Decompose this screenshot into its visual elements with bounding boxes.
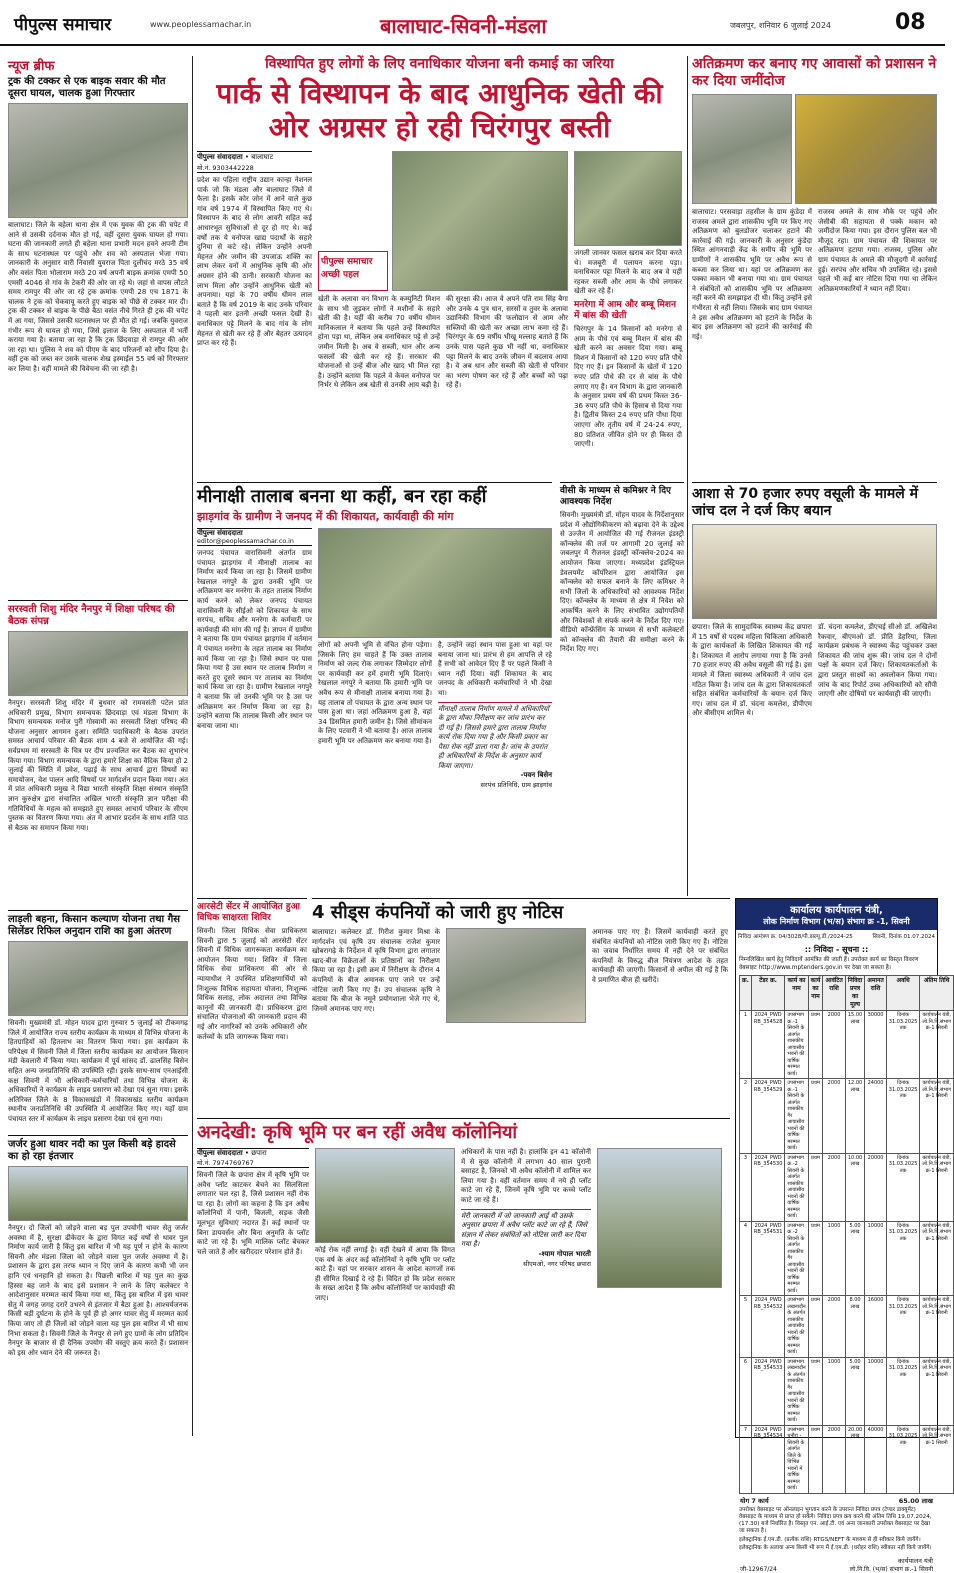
tender-cell: 5 xyxy=(740,1296,752,1358)
tender-cell: 2024_PWD RB_354528 xyxy=(751,1011,785,1079)
tender-cell: उपसंभाग लखनादौन के अंतर्गत शासकीय आवासीय भवनों की वार्षिक मरम्मत कार्य। xyxy=(785,1296,808,1358)
tender-cell: 5.00 लाख xyxy=(845,1357,865,1425)
colony-story: अनदेखी: कृषि भूमि पर बन रहीं अवैध कॉलोनियां पीपुल्स संवाददाता • छपारा मो.नं. 7974769767 सिवनी जिले के छपारा क्षेत्र में कृषि भूमि पर अवैध प्लॉट काटकर बेचने का सिलसिला लगातार चल रहा है, जिसे प्रशासन नहीं रोक पा रहा है। लोगों का कहना है कि इन अवैध कॉलोनियों में पानी, बिजली, सड़क जैसी मूलभूत सुविधाएं नदारत हैं। कई स्थानों पर बिना डायवर्सन और बिना अनुमति के प्लॉट काटे जा रहे हैं। भूमि मालिक प्लॉट बेचकर चले जाते हैं और खरीददार परेशान होते हैं। कोई रोक नहीं लगाई है। वहीं देखने में आया कि विगत एक वर्ष के अंदर कई कॉलोनियों ने कृषि भूमि पर प्लॉट काटे हैं। यहां पर सरकार शासन के आदेश कागजों तक ही सीमित दिखाई दे रहे हैं। विदित हो कि प्रदेश सरकार के सख्त आदेश हैं कि अवैध कॉलोनियों पर कार्यवाही की जाए। अधिकारों के पास नहीं है। हालांकि इन 41 कॉलोनी में से कुछ कॉलोनी में लगभग 40 साल पुरानी बसाहट है, जिनको भी अवैध कॉलोनी में शामिल कर लिया गया है। वहीं वर्तमान समय में नये ही प्लॉट काटे जा रहे हैं, जिनमें कृषि भूमि पर कच्चे प्लॉट काटे जा रहे हैं। मेरी जानकारी में जो जानकारी आई थी उसके अनुसार छपारा में अवैध प्लॉट काटे जा रहे हैं, जिसे संज्ञान में लेकर संबंधितों को नोटिस जारी कर दिया गया है। -श्याम गोपाल भारती सीएमओ, नगर परिषद छपारा xyxy=(197,1118,730,1438)
lead-kicker: विस्थापित हुए लोगों के लिए वनाधिकार योजना बनी कमाई का जरिया xyxy=(265,56,614,72)
seeds-body: बालाघाट। कलेक्टर डॉ. गिरीश कुमार मिश्रा के मार्गदर्शन एवं कृषि उप संचालक राजेश कुमार खोबरागढ़े के निर्देशन में कृषि विभाग द्वारा लगातार खाद-बीज विक्रेताओं के प्रतिष्ठानों का निरीक्षण किया जा रहा है। इसी क्रम में निरीक्षण के दौरान 4 कंपनियों के बीज अमानक पाए जाने पर उन्हें नोटिस जारी किए गए हैं। उप संचालक कृषि ने बताया कि बीज के नमूने प्रयोगशाला भेजे गए थे, जिनमें अमानक पाए गए। xyxy=(312,928,440,1013)
page-number: 08 xyxy=(895,10,926,35)
tender-header xyxy=(736,899,937,930)
tender-footer-1: उपरोक्त वेबसाइट पर ऑनलाइन भुगतान करने के उपरान्त निविदा प्रपत्र (टेण्डर डाक्यूमेंट) वेबसाइट के माध्यम से प्राप्त हो सकेंगे। निविदा प्रपत्र क्रय करने की अंतिम तिथि 19.07.2024, (17.30) बजे निर्धारित है। विस्तृत एन. आई.टी. एवं अन्य जानकारी उपरोक्त वेबसाइट पर देखा जा सकता है। xyxy=(739,1506,932,1535)
tender-title: :: निविदा - सूचना :: xyxy=(804,945,869,954)
tender-cell: 2 xyxy=(740,1079,752,1154)
ladli-story xyxy=(8,910,188,1130)
tender-cell: दिनांक 31.03.2025 तक xyxy=(886,1079,920,1154)
tender-cell: कार्यपालन यंत्री, लो.नि.वि.संभाग क्र-1 सिवनी xyxy=(920,1425,954,1493)
tender-ref: निविदा आमंत्रण क्र. 04/3028/पी.डब्ल्यू.डी./2024-25 xyxy=(738,934,853,940)
tender-cell: 2000 xyxy=(823,1011,845,1079)
tender-office-2: लोक निर्माण विभाग (भ/स) संभाग क्र -1, सिवनी xyxy=(763,917,910,926)
tender-header-cell: कार्य का नाम xyxy=(808,976,823,1011)
lead-body-2: खेती के अलावा वन विभाग के कम्युनिटी मिशन के साथ भी जुड़कर लोगों ने मशीनों के सहारे खेती की है। यहीं की करीब 70 वर्षीय धीमन मानिकलाल ने बताया कि पहले उन्हें विस्थापित होना पड़ा था, लेकिन अब वनाधिकार पट्टे से उन्हें जमीन मिली है। अब वे सब्जी, धान और अन्य फसलों की खेती कर रहे हैं। सरकार की योजनाओं से उन्हें बीज और खाद भी मिल रहा है। उन्होंने बताया कि पहले वे केवल वनोपज पर निर्भर थे लेकिन अब खेती से उनकी आय बढ़ी है। xyxy=(318,295,440,390)
tender-cell: 1 xyxy=(740,1011,752,1079)
tender-cell: 2000 xyxy=(823,1153,845,1221)
farmer-photo xyxy=(392,151,568,291)
tender-cell: 2024_PWD RB_354532 xyxy=(751,1296,785,1358)
lead-subbody: चिरंगपुर के 14 किसानों को मनरेगा से आम के पौधे एवं बम्बू मिशन में बांस की खेती करने का अवसर दिया गया। बम्बू मिशन में किसानों को 120 रुपए प्रति पौधे दिए गए हैं। इन किसानों के खेतों में 120 रुपए प्रति पौधे की दर से बांस के पौधे लगाए गए हैं। वन विभाग के द्वारा जानकारी के अनुसार प्रथम वर्ष की प्रथम किस्त 36-36 रुपए प्रति पौधे के हिसाब से दिया गया है। द्वितीय किस्त 24 रुपए प्रति पौधा दिया जाएगा और तृतीय वर्ष में 24-24 रुपए, 80 प्रतिशत जीवित होने पर ही किस्त दी जाएगी। xyxy=(574,324,682,449)
news-brief-label: न्यूज ब्रीफ xyxy=(8,59,55,74)
tender-header-cell: अंतिम तिथि xyxy=(920,976,954,1011)
tender-cell: कार्यपालन यंत्री, लो.नि.वि.संभाग क्र-1 सिवनी xyxy=(920,1011,954,1079)
colony-sign-role: सीएमओ, नगर परिषद छपारा xyxy=(523,1259,591,1268)
vc-body: सिवनी। मुख्यमंत्री डॉ. मोहन यादव के निर्देशानुसार प्रदेश में औद्योगिकीकरण को बढ़ावा देने के उद्देश्य से उज्जैन में आयोजित की गई रीजनल इंडस्ट्री कॉन्क्लेव की तर्ज पर आगामी 20 जुलाई को जबलपुर में रीजनल इंडस्ट्री कॉन्क्लेव-2024 का आयोजन किया जाएगा। मध्यप्रदेश इंडस्ट्रियल डेवलपमेंट कॉर्पोरेशन द्वारा आयोजित इस कॉन्क्लेव को सफल बनाने के लिए कमिश्नर ने सभी जिलों के अधिकारियों को आवश्यक निर्देश दिए। कॉन्क्लेव के माध्यम से क्षेत्र में निवेश को आकर्षित करने के लिए संभावित उद्योगपतियों और निवेशकों से संपर्क करने के निर्देश दिए गए। वीडियो कॉन्फ्रेंसिंग के माध्यम से सभी कलेक्टरों को कॉन्क्लेव की तैयारी की समीक्षा करने के निर्देश दिए गए। xyxy=(560,511,684,654)
tender-cell: 2000 xyxy=(823,1296,845,1358)
tender-row xyxy=(740,1357,954,1425)
colony-sign: -श्याम गोपाल भारती xyxy=(538,1249,591,1258)
seeds-body-2: अमानक पाए गए हैं। जिसमें कार्यवाही करते हुए संबंधित कंपनियों को नोटिस जारी किए गए हैं। नोटिस का जवाब निर्धारित समय में नहीं देने पर संबंधित कंपनियों के विरुद्ध बीज नियंत्रण आदेश के तहत कार्यवाही की जाएगी। किसानों से अपील की गई है कि वे प्रमाणित बीज ही खरीदें। xyxy=(592,928,728,984)
lead-byline: पीपुल्स संवाददाता xyxy=(197,153,243,161)
masthead-logo: पीपुल्स समाचार xyxy=(14,15,112,35)
asha-body-2: डॉ. चंदना कमलेश, डीएचई सीओ डॉ. अखिलेश रैकवार, बीएमओ डॉ. प्रीति डेहरिया, जिला कार्यक्रम प्रबंधक ने स्वास्थ्य केंद्र पहुंचकर उक्त शिकायत की जांच शुरू की। जांच दल ने दोनों पक्षों के बयान दर्ज किए। शिकायतकर्ताओं के द्वारा प्रस्तुत साक्ष्यों का अवलोकन किया गया। जांच के बाद रिपोर्ट उच्च अधिकारियों को सौंपी जाएगी और दोषियों पर कार्यवाही की जाएगी। xyxy=(818,623,937,699)
encroach-story xyxy=(692,56,937,476)
tender-office-1: कार्यालय कार्यपालन यंत्री, xyxy=(790,905,883,916)
tender-cell: 10.00 लाख xyxy=(845,1153,865,1221)
tender-cell: 8.00 लाख xyxy=(845,1296,865,1358)
tender-cell: 4 xyxy=(740,1221,752,1296)
masthead-date: जबलपुर, शनिवार 6 जुलाई 2024 xyxy=(730,21,832,30)
colony-photo xyxy=(315,1148,455,1243)
tender-cell: 2024_PWD RB_354534 xyxy=(751,1425,785,1493)
talab-body-1: जनपद पंचायत वारासिवनी अंतर्गत ग्राम पंचायत झाड़गांव में मीनाक्षी तालाब का निर्माण कार्य किया जा रहा है। जिसमें ग्रामीण रेखलाल नगपुरे के द्वारा उनकी भूमि पर अतिक्रमण कर मनरेगा के तहत तालाब निर्माण कार्य करने को लेकर जनपद पंचायत वारासिवनी के सीईओ को शिकायत के साथ सरपंच, सचिव और मनरेगा के कर्मचारी पर कार्यवाही की मांग की गई है। ज्ञापन में ग्रामीण ने बताया कि ग्राम पंचायत झाड़गांव में वर्तमान में पंचायत मनरेगा के तहत तालाब का निर्माण कार्य किया जा रहा है। जिसे स्थान पर पास किया गया है उस स्थान पर तालाब निर्माण न करते हुए दूसरे स्थान पर तालाब का निर्माण कार्य किया जा रहा है। ग्रामीण रेखलाल नगपुरे ने बताया कि जो उनकी भूमि पर है उस पर अतिक्रमण कर निर्माण किया जा रहा है। उन्होंने बताया कि तालाब किसी और स्थान पर बनाया जाना था। xyxy=(197,549,312,730)
bridge-headline: जर्जर हुआ थावर नदी का पुल किसी बड़े हादसे का हो रहा इंतजार xyxy=(8,1139,176,1162)
tender-header-cell: कार्य का नाम xyxy=(785,976,808,1011)
ladli-headline: लाड़ली बहना, किसान कल्याण योजना तथा गैस सिलेंडर रिफिल अनुदान राशि का हुआ अंतरण xyxy=(8,914,180,937)
col-divider-left xyxy=(192,56,193,1436)
tender-row xyxy=(740,1011,954,1079)
tender-cell: उपसंभाग क्र.-1 सिवनी के अंतर्गत शासकीय गैर आवासीय भवनों की वार्षिक मरम्मत कार्य। xyxy=(785,1079,808,1154)
tender-total-value: 65.00 लाख xyxy=(898,1496,933,1505)
talab-story xyxy=(197,482,552,892)
colony-headline: अनदेखी: कृषि भूमि पर बन रहीं अवैध कॉलोनियां xyxy=(197,1122,518,1143)
asha-headline: आशा से 70 हजार रुपए वसूली के मामले में जांच दल ने दर्ज किए बयान xyxy=(692,486,918,519)
tender-cell: उपसंभाग लखनादौन के अंतर्गत शासकीय गैर आवासीय भवनों की वार्षिक मरम्मत कार्य। xyxy=(785,1357,808,1425)
bridge-body: नैनपुर। दो जिलों को जोड़ने वाला बड़ पुल उपयोगी थावर सेतु जर्जर अवस्था में है, सुरक्षा ढीकेदार के द्वारा विगत कई वर्षों से थावर पुल निर्माण कार्य जारी है किंतु इस बारिश में भी यह पूर्ण न होने के कारण सिवनी और मंडला जिला को जोड़ने वाला पुल जर्जर अवस्था में है। प्रशासन के द्वारा इस तरफ ध्यान न दिए जाने के कारण कभी भी जन हानि एवं धनहानि हो सकता है। पिछली बारिश में यह पुल का कुछ हिस्सा बह जाने के बाद इसे प्रशासन ने लाने के लिए कलेक्टर ने आदेशानुसार मरम्मत कार्य किया गया था, किंतु इस बारिश में इस थावर सेतु में जगह जगह दरारें उभरने से इंतजार में बैठा हुआ है। आश्चर्यजनक किसी बड़ी दुर्घटना के होने के पूर्व ही हो अगर थावर सेतु में मरम्मत कार्य किया जाए तो ही जिलों को जोड़ने वाला यह पुल इस बारिश में भी साथ निभा सकता है। सिवनी जिले के नैनपुर से लगे हुए ग्रामों के लोग प्रतिदिन नैनपुर के बाजार से ही दैनिक उपयोग की वस्तुएं क्रय करते हैं। प्रशासन को इस ओर ध्यान देने की जरूरत है। xyxy=(8,1224,188,1357)
tender-cell: कार्यपालन यंत्री, लो.नि.वि.संभाग क्र-1 सिवनी xyxy=(920,1296,954,1358)
meeting-photo xyxy=(8,631,188,696)
talab-email: editor@peoplessamachar.co.in xyxy=(197,538,312,546)
tender-cell: दिनांक 31.03.2025 तक xyxy=(886,1153,920,1221)
tender-cell: 24000 xyxy=(865,1079,886,1154)
masthead-site: www.peoplessamachar.in xyxy=(150,20,252,29)
school-story xyxy=(8,600,188,905)
rsetti-body: सिवनी। जिला विधिक सेवा प्राधिकरण सिवनी द्वारा 5 जुलाई को आरसेटी सेंटर सिवनी में विधिक जागरूकता कार्यक्रम का आयोजन किया गया। शिविर में जिला विधिक सेवा प्राधिकरण की ओर से न्यायाधीश ने उपस्थित प्रशिक्षणार्थियों को निःशुल्क विधिक सहायता योजना, निःशुल्क विधिक सलाह, लोक अदालत तथा विभिन्न कानूनों की जानकारी दी। प्राधिकरण द्वारा संचालित योजनाओं की जानकारी प्रदान की गई और नागरिकों को उनके अधिकारों और कर्तव्यों के प्रति जागरूक किया गया। xyxy=(197,927,307,1041)
tender-row xyxy=(740,1296,954,1358)
tender-cell: 2000 xyxy=(823,1079,845,1154)
news-brief xyxy=(8,56,188,616)
tender-cell: प्रथम xyxy=(808,1425,823,1493)
tender-cell: प्रथम xyxy=(808,1296,823,1358)
colony-byline: पीपुल्स संवाददाता xyxy=(197,1149,243,1157)
talab-pullquote: मीनाक्षी तालाब निर्माण मामले में अधिकारियों के द्वारा मौका निरीक्षण कर जांच प्रारंभ कर दी गई है। जिससे हमारे द्वारा तालाब निर्माण कार्य रोक दिया गया है और किसी प्रकार का पैसा रोक नहीं डाला गया है। जांच के उपरांत ही अधिकारियों के निर्देश के अनुसार कार्य किया जाएगा। xyxy=(438,702,552,772)
tender-cell: 15.00 लाख xyxy=(845,1011,865,1079)
tender-cell: उपसंभाग धनौरा - सिवनी के अंतर्गत जिले के विभिन्न भवनों में वार्षिक मरम्मत कार्य। xyxy=(785,1425,808,1493)
shop-photo xyxy=(446,928,586,1023)
colony-mobile: मो.नं. 7974769767 xyxy=(197,1158,309,1168)
lead-place: बालाघाट xyxy=(251,153,274,161)
tender-intro: निम्नलिखित कार्य हेतु निविदायें आमंत्रित की जाती हैं। उपरोक्त कार्य का विस्तृत विवरण वेबसाइट http://www.mptenders.gov.in पर देखा जा सकता है। xyxy=(739,957,919,971)
event-photo xyxy=(8,941,188,1016)
tender-total-label: योग 7 कार्य xyxy=(740,1496,769,1505)
tender-cell: उपसंभाग क्र.-2 सिवनी के अंतर्गत शासकीय गैर आवासीय भवनों की वार्षिक मरम्मत कार्य। xyxy=(785,1221,808,1296)
vc-headline: वीसी के माध्यम से कमिश्नर ने दिए आवश्यक निर्देश xyxy=(560,486,671,507)
tender-table-header xyxy=(740,976,954,1011)
house-photo xyxy=(692,94,792,204)
colony-body-1: सिवनी जिले के छपारा क्षेत्र में कृषि भूमि पर अवैध प्लॉट काटकर बेचने का सिलसिला लगातार चल रहा है, जिसे प्रशासन नहीं रोक पा रहा है। लोगों का कहना है कि इन अवैध कॉलोनियों में पानी, बिजली, सड़क जैसी मूलभूत सुविधाएं नदारत हैं। कई स्थानों पर बिना डायवर्सन और बिना अनुमति के प्लॉट काटे जा रहे हैं। भूमि मालिक प्लॉट बेचकर चले जाते हैं और खरीददार परेशान होते हैं। xyxy=(197,1171,309,1256)
tender-code: जी-12967/24 xyxy=(740,1565,777,1573)
tender-cell: 2024_PWD RB_354530 xyxy=(751,1153,785,1221)
col-divider-right xyxy=(687,56,688,896)
encroach-body-2: राजस्व अमले के साथ मौके पर पहुंचे और जेसीबी की सहायता से पक्के मकान को जमींदोज किया गया। इस दौरान पुलिस बल भी मौजूद रहा। ग्राम पंचायत की शिकायत पर अतिक्रमण हटाया गया। राजस्व, पुलिस और ग्राम पंचायत के अमले की मौजूदगी में कार्रवाई हुई। सरपंच और सचिव भी उपस्थित रहे। इससे पहले भी कई बार नोटिस दिया गया था लेकिन अतिक्रमणकारियों ने ध्यान नहीं दिया। xyxy=(818,208,937,293)
section-title: बालाघाट-सिवनी-मंडला xyxy=(380,14,547,38)
tender-cell: 3 xyxy=(740,1153,752,1221)
tender-cell: 10000 xyxy=(865,1221,886,1296)
lead-tag: पीपुल्स समाचार अच्छी पहल xyxy=(318,251,388,291)
tender-cell: 5.00 लाख xyxy=(845,1221,865,1296)
colony-place: छपारा xyxy=(251,1149,267,1157)
bridge-story xyxy=(8,1135,188,1435)
talab-headline: मीनाक्षी तालाब बनना था कहीं, बन रहा कहीं xyxy=(197,486,487,507)
rsetti-headline: आरसेटी सेंटर में आयोजित हुआ विधिक साक्षरता शिविर xyxy=(197,902,300,923)
tender-cell: प्रथम xyxy=(808,1357,823,1425)
brief-subhead: दूसरा घायल, चालक हुआ गिरफ्तार xyxy=(8,88,135,99)
tender-date: सिवनी, दिनांक 01.07.2024 xyxy=(872,934,935,940)
tender-cell: 2024_PWD RB_354533 xyxy=(751,1357,785,1425)
tender-sign-2: लो.नि.वि. (भ/स) संभाग क्र.-1 सिवनी xyxy=(849,1565,933,1573)
masthead xyxy=(0,0,945,46)
encroach-body-1: बालाघाट। परसवाड़ा तहसील के ग्राम कुंडेदा में राजस्व अमले द्वारा शासकीय भूमि पर किए गए अतिक्रमण को बुलडोजर चलाकर हटाने की कार्रवाई की गई। जानकारी के अनुसार कुंडेदा स्थित आंगनवाड़ी केंद्र के समीप की भूमि पर ग्रामीणों ने शासकीय भूमि पर अवैध रूप से कब्जा कर लिया था। यहां पर अतिक्रमण कर पक्का मकान भी बनाया गया था। ग्राम पंचायत ने संबंधितों को शासकीय भूमि पर अतिक्रमण नहीं करने की समझाइश दी थी। किंतु उन्होंने इसे गंभीरता से नहीं लिया। जिसके बाद ग्राम पंचायत ने इस अवैध अतिक्रमण को हटाने के निर्देश के बाद इस अतिक्रमण को हटाने की कार्रवाई की गई। xyxy=(692,208,812,341)
tender-header-cell: टेंडर क्र. xyxy=(751,976,785,1011)
tender-header-cell: निविदा प्रपत्र का मूल्य xyxy=(845,976,865,1011)
tender-cell: 1000 xyxy=(823,1221,845,1296)
tender-cell: कार्यपालन यंत्री, लो.नि.वि.संभाग क्र-1 सिवनी xyxy=(920,1153,954,1221)
tender-cell: दिनांक 31.03.2025 तक xyxy=(886,1296,920,1358)
bulldozer-photo xyxy=(795,94,937,204)
vc-story xyxy=(560,482,684,892)
talab-subhead: झाड़गांव के ग्रामीण ने जनपद में की शिकायत, कार्यवाही की मांग xyxy=(197,510,454,523)
tender-cell: 2000 xyxy=(823,1425,845,1493)
lead-headline: पार्क से विस्थापन के बाद आधुनिक खेती की ओर अग्रसर हो रही चिरंगपुर बस्ती xyxy=(216,77,663,144)
colony-body-3: अधिकारों के पास नहीं है। हालांकि इन 41 कॉलोनी में से कुछ कॉलोनी में लगभग 40 साल पुरानी बसाहट है, जिनको भी अवैध कॉलोनी में शामिल कर लिया गया है। वहीं वर्तमान समय में नये ही प्लॉट काटे जा रहे हैं, जिनमें कृषि भूमि पर कच्चे प्लॉट काटे जा रहे हैं। xyxy=(461,1148,591,1204)
tender-table xyxy=(739,975,954,1494)
tender-cell: 6 xyxy=(740,1357,752,1425)
school-headline: सरस्वती शिशु मंदिर नैनपुर में शिक्षा परिषद की बैठक संपन्न xyxy=(8,604,175,627)
bridge-photo xyxy=(8,1166,188,1221)
lead-body-4: जंगली जानवर फसल खराब कर दिया करते थे। मजबूरी में पलायन करना पड़ा। वनाधिकार पट्टा मिलने के बाद अब वे यहीं रहकर सब्जी और आम के पौधे लगाकर खेती कर रहे हैं। xyxy=(574,249,682,296)
tender-cell: दिनांक 31.03.2025 तक xyxy=(886,1221,920,1296)
tender-cell: उपसंभाग क्र.-1 सिवनी के अंतर्गत शासकीय आवासीय भवनों की वार्षिक मरम्मत कार्य। xyxy=(785,1011,808,1079)
tender-cell: 20.00 लाख xyxy=(845,1425,865,1493)
ladli-body: सिवनी। मुख्यमंत्री डॉ. मोहन यादव द्वारा गुरुवार 5 जुलाई को टीकमगढ़ जिले में आयोजित राज्य स्तरीय कार्यक्रम के माध्यम से विभिन्न योजना के हितग्राहियों को हितलाभ का वितरण किया गया। इस कार्यक्रम के परिपेक्ष्य में सिवनी जिले में जिला स्तरीय कार्यक्रम का आयोजन किसान मंडी केवलारी में किया गया। कार्यक्रम में पूर्व सांसद डॉ. ढालसिंह बिसेन सहित अन्य जनप्रतिनिधि की उपस्थिति रही। इसके साथ-साथ एनआईसी कक्ष सिवनी में भी अधिकारी-कर्मचारियों तथा विभिन्न योजना के अधिकारियों ने कार्यक्रम के लाइव प्रसारण को देखा एवं सुना गया। इसके अतिरिक्त जिले के 8 विकासखंडों में विकासखंड स्तरीय कार्यक्रम स्थानीय जनप्रतिनिधि की उपस्थिति में आयोजित किए गए। यहाँ ग्राम पंचायत स्तर में कार्यक्रम के लाइव प्रसारण देखा एवं सुना गया। xyxy=(8,1019,188,1123)
tender-cell: दिनांक 31.03.2025 तक xyxy=(886,1011,920,1079)
lead-subhead: मनरेगा में आम और बम्बू मिशन में बांस की खेती xyxy=(574,299,677,321)
tender-cell: प्रथम xyxy=(808,1153,823,1221)
accident-photo xyxy=(8,103,188,218)
tender-cell: दिनांक 31.03.2025 तक xyxy=(886,1425,920,1493)
tender-cell: 16000 xyxy=(865,1296,886,1358)
tender-cell: प्रथम xyxy=(808,1079,823,1154)
tender-cell: उपसंभाग क्र.-2 सिवनी के अंतर्गत शासकीय आवासीय भवनों की वार्षिक मरम्मत कार्य। xyxy=(785,1153,808,1221)
colony-pullquote: मेरी जानकारी में जो जानकारी आई थी उसके अनुसार छपारा में अवैध प्लॉट काटे जा रहे हैं, जिसे संज्ञान में लेकर संबंधितों को नोटिस जारी कर दिया गया है। xyxy=(461,1209,591,1250)
talab-sign-role: सरपंच प्रतिनिधि, ग्राम झाड़गांव xyxy=(480,781,552,790)
tender-cell: 12.00 लाख xyxy=(845,1079,865,1154)
tender-footer-2: इलेक्ट्रानिक ई.एम.डी. (प्रत्येक राशि) RTGS/NEFT के माध्यम से ही स्वीकार किये जायेंगे। इलेक्ट्रानिक के अलावा अन्य किसी भी रूप में ई.एम.डी. (धरोहर राशि) स्वीकार नहीं किये जायेंगे। xyxy=(739,1537,932,1551)
villagers-photo xyxy=(318,528,552,638)
talab-byline: पीपुल्स संवाददाता xyxy=(197,529,243,537)
brief-headline: ट्रक की टक्कर से एक बाइक सवार की मौत xyxy=(8,76,166,87)
tender-header-cell: आवंटित राशि xyxy=(823,976,845,1011)
tender-cell: कार्यपालन यंत्री, लो.नि.वि.संभाग क्र-1 सिवनी xyxy=(920,1357,954,1425)
asha-story xyxy=(692,482,937,892)
tender-cell: 2024_PWD RB_354529 xyxy=(751,1079,785,1154)
tender-header-cell: क्र. xyxy=(740,976,752,1011)
seeds-story xyxy=(312,898,730,1113)
tender-cell: कार्यपालन यंत्री, लो.नि.वि.संभाग क्र-1 सिवनी xyxy=(920,1079,954,1154)
tender-cell: 30000 xyxy=(865,1011,886,1079)
tender-row xyxy=(740,1153,954,1221)
tender-cell: दिनांक 31.03.2025 तक xyxy=(886,1357,920,1425)
tender-cell: प्रथम xyxy=(808,1011,823,1079)
tender-cell: 2024_PWD RB_354531 xyxy=(751,1221,785,1296)
field-photo xyxy=(574,151,682,246)
tender-cell: 20000 xyxy=(865,1153,886,1221)
tender-header-cell: अवधि xyxy=(886,976,920,1011)
tender-notice xyxy=(735,898,952,1573)
tender-cell: प्रथम xyxy=(808,1221,823,1296)
asha-body-1: छपारा। जिले के सामुदायिक स्वास्थ्य केंद्र छपारा में 15 वर्षों से पदस्थ महिला चिकित्सा अधिकारी के द्वारा कार्यकर्ता के लिखित शिकायत की गई है। शिकायत में आरोप लगाया गया है कि उनसे 70 हजार रुपए की अवैध वसूली की गई है। इस मामले में जिला स्वास्थ्य अधिकारी ने जांच दल गठित किया है। जांच दल के द्वारा शिकायतकर्ता सहित संबंधित कर्मचारियों के बयान दर्ज किए गए। जांच दल में डॉ. चंदना कमलेश, डीपीएम और बीसीएम शामिल थे। xyxy=(692,623,812,718)
lead-body-1: प्रदेश का पहिला राष्ट्रीय उद्यान कान्हा नेशनल पार्क जो कि मंडला और बालाघाट जिले में फैला है। इसके कोर जोन में आने वाले कुछ गांव वर्ष 1974 में विस्थापित किए गए थे। विस्थापन के बाद से लोग आवरी सहित कई आधारभूत सुविधाओं से दूर हो गए थे। कई वर्षों तक ये वनोपज खाद्य पदार्थों के सहारे दुनिया से कटे रहे। लेकिन उन्होंने अपनी मेहनत और जमीन की उपजाऊ शक्ति का लाभ लेकर वनों में आधुनिक कृषि की ओर अग्रसर होने की ठानी। सरकारी योजना का लाभ मिला और उन्होंने आधुनिक खेती को अपनाया। यहां के 70 वर्षीय धीमन लाल बताते हैं कि वर्ष 2019 के बाद उनके परिवार ने पहली बार इतनी अच्छी फसल देखी है। वनाधिकार पट्टे मिलने के बाद गांव के लोग मेहनत से खेती कर रहे हैं और बेहतर उत्पादन प्राप्त कर रहे हैं। xyxy=(197,176,312,348)
tender-header-cell: अमानत राशि xyxy=(865,976,886,1011)
rsetti-story xyxy=(197,898,307,1113)
school-body: नैनपुर। सरस्वती शिशु मंदिर में बुधवार को रामवसंती पटेल प्रांत अधिकारी प्रमुख, विभाग समन्वयक छिंदवाड़ा एवं मंडला विभाग के विभाग समन्वयक मनोज पुरी गोस्वामी का सरस्वती शिक्षा परिषद की योजना अनुसार आगमन हुआ। समिति पदाधिकारी के बैठक उपरांत समस्त आचार्य परिवार की बैठक शाम 4 बजे से आयोजित की गई। सर्वप्रथम मां सरस्वती के चित्र पर दीप प्रज्वलित कर बैठक का शुभारंभ किया गया। विभाग समन्वयक के द्वारा हमारे शिक्षा का वैदिक किया हो 2 जुलाई की स्थिति में प्रवेश, पढ़ाई के साथ आचार्य द्वारा विषयों का समायोजन, वेश पालन आदि विषयों पर मार्गदर्शन प्रदान किया गया। अंत में प्रांत अधिकारी प्रमुख ने विद्या भारती संस्कृति शिक्षा संस्थान संस्कृति ज्ञान कुरुक्षेत्र द्वारा संचालित अखिल भारती संस्कृति ज्ञान परीक्षा की गतिविधियों के महत्व को समझाते हुए समस्त आचार्य परिवार के सीएम पुस्तक का वितरण किया गया। अंत में आभार प्रदर्शन के साथ शांति पाठ से बैठक का समापन किया गया। xyxy=(8,699,188,832)
hospital-photo xyxy=(692,524,937,619)
tender-cell: कार्यपालन यंत्री, लो.नि.वि.संभाग क्र-1 सिवनी xyxy=(920,1221,954,1296)
colony-photo-2 xyxy=(597,1148,722,1288)
tender-cell: 1000 xyxy=(823,1357,845,1425)
tender-row xyxy=(740,1221,954,1296)
brief-body: बालाघाट। जिले के बहेला थाना क्षेत्र में एक युवक की ट्रक की चपेट में आने से उसकी दर्दनाक मौत हो गई, वहीं दूसरा युवक घायल हो गया। घटना की जानकारी लगते ही बहेला थाना प्रभारी मदन हवने अपनी टीम के साथ घटनास्थल पर पहुंचे और शव को अस्पताल भेजा गया। जानकारी के अनुसार वारी निवासी युवराज पिता दुलीचंद मरठे 35 वर्ष और वसंत पिता भोलाराम मरठे 20 वर्ष अपनी बाइक क्रमांक एमपी 50 एमसी 4046 से गांव के टेकरी की ओर जा रहे थे। जहां से वापस लौटते समय रामपुर की ओर जा रहे ट्रक क्रमांक एमपी 28 एच 1871 के चालक ने ट्रक को चेकवायू करते हुए बाइक को पीछे से टक्कर मार दी। ट्रक की टक्कर से बाइक के पीछे बैठा वसंत नीचे गिरते ही ट्रक की चपेट में आ गया, जिससे उसकी घटनास्थल पर ही मौत हो गई। जबकि युवराज गंभीर रूप से घायल हो गया, जिसे इलाज के लिए अस्पताल में भर्ती कराया गया है। बताया जा रहा है कि ट्रक छिंदवाड़ा से रामपुर की ओर जा रहा था। पुलिस ने शव को पीएम के बाद परिजनों को सौंप दिया है। वहीं ट्रक को जब्त कर उसके चालक शेख इस्माईल 55 वर्ष को गिरफ्तार कर लिया है। वहीं मामले की विवेचना की जा रही है। xyxy=(8,221,188,373)
colony-body-2: कोई रोक नहीं लगाई है। वहीं देखने में आया कि विगत एक वर्ष के अंदर कई कॉलोनियों ने कृषि भूमि पर प्लॉट काटे हैं। यहां पर सरकार शासन के आदेश कागजों तक ही सीमित दिखाई दे रहे हैं। विदित हो कि प्रदेश सरकार के सख्त आदेश हैं कि अवैध कॉलोनियों पर कार्यवाही की जाए। xyxy=(315,1246,455,1302)
tender-row xyxy=(740,1079,954,1154)
tender-cell: 40000 xyxy=(865,1425,886,1493)
talab-body-2: लोगों को अपनी भूमि से वंचित होना पड़ेगा। जिसके लिए हम चाहते हैं कि उक्त तालाब निर्माण को जल्द रोक लगाकर जिम्मेदार लोगों पर कार्यवाही कर हमें हमारी भूमि दिलाएं। रेखलाल नगपुरे ने बताया कि हमारी भूमि पर अवैध रूप से मीनाक्षी तालाब बनाया गया है। यह तालाब तो पंचायत के द्वारा अन्य स्थान पर पास हुआ था। जहां अतिक्रमण हुआ है, वहां 34 डिसमिल हमारी जमीन है। जिसे सीमांकन के लिए पटवारी ने भी बताया है। आज तालाब हमारी भूमि पर अतिक्रमण कर बनाया गया है। xyxy=(318,641,432,745)
talab-sign: -पवन बिसेन xyxy=(520,771,552,780)
tender-cell: 10000 xyxy=(865,1357,886,1425)
lead-body-3: की सुरक्षा की। आज वे अपने पति राम सिंह बैगा और उनके 4 पुत्र धान, सरसों व तुवर के अलावा उद्यानिकी विभाग की फलोद्यान से आम और सब्जियों की खेती कर अच्छा लाभ कमा रहे हैं। चिरंगपुर के 69 वर्षीय भीखू मल्लाह बताते हैं कि उनके पास पहले कुछ भी नहीं था, वनाधिकार पट्टा मिलने के बाद उनके जीवन में बदलाव आया है। वे अब धान और सब्जी की खेती से परिवार का भरण पोषण कर रहे हैं और बच्चों को पढ़ा रहे हैं। xyxy=(446,295,568,390)
tender-cell: 7 xyxy=(740,1425,752,1493)
lead-story: विस्थापित हुए लोगों के लिए वनाधिकार योजना बनी कमाई का जरिया पार्क से विस्थापन के बाद आधुनिक खेती की ओर अग्रसर हो रही चिरंगपुर बस्ती पीपुल्स संवाददाता • बालाघाट मो.नं. 9303442228 प्रदेश का पहिला राष्ट्रीय उद्यान कान्हा नेशनल पार्क जो कि मंडला और बालाघाट जिले में फैला है। इसके कोर जोन में आने वाले कुछ गांव वर्ष 1974 में विस्थापित किए गए थे। विस्थापन के बाद से लोग आवरी सहित कई आधारभूत सुविधाओं से दूर हो गए थे। कई वर्षों तक ये वनोपज खाद्य पदार्थों के सहारे दुनिया से कटे रहे। लेकिन उन्होंने अपनी मेहनत और जमीन की उपजाऊ शक्ति का लाभ लेकर वनों में आधुनिक कृषि की ओर अग्रसर होने की ठानी। सरकारी योजना का लाभ मिला और उन्होंने आधुनिक खेती को अपनाया। यहां के 70 वर्षीय धीमन लाल बताते हैं कि वर्ष 2019 के बाद उनके परिवार ने पहली बार इतनी अच्छी फसल देखी है। वनाधिकार पट्टे मिलने के बाद गांव के लोग मेहनत से खेती कर रहे हैं और बेहतर उत्पादन प्राप्त कर रहे हैं। पीपुल्स समाचार अच्छी पहल खेती के अलावा वन विभाग के कम्युनिटी मिशन के साथ भी जुड़कर लोगों ने मशीनों के सहारे खेती की है। यहीं की करीब 70 वर्षीय धीमन मानिकलाल ने बताया कि पहले उन्हें विस्थापित होना पड़ा था, लेकिन अब वनाधिकार पट्टे से उन्हें जमीन मिली है। अब वे सब्जी, धान और अन्य फसलों की खेती कर रहे हैं। सरकार की योजनाओं से उन्हें बीज और खाद भी मिल रहा है। उन्होंने बताया कि पहले वे केवल वनोपज पर निर्भर थे लेकिन अब खेती से उनकी आय बढ़ी है। की सुरक्षा की। आज वे अपने पति राम सिंह बैगा और उनके 4 पुत्र धान, सरसों व तुवर के अलावा उद्यानिकी विभाग की फलोद्यान से आम और सब्जियों की खेती कर अच्छा लाभ कमा रहे हैं। चिरंगपुर के 69 वर्षीय भीखू मल्लाह बताते हैं कि उनके पास पहले कुछ भी नहीं था, वनाधिकार पट्टा मिलने के बाद उनके जीवन में बदलाव आया है। वे अब धान और सब्जी की खेती से परिवार का भरण पोषण कर रहे हैं और बच्चों को पढ़ा रहे हैं। जंगली जानवर फसल खराब कर दिया करते थे। मजबूरी में पलायन करना पड़ा। वनाधिकार पट्टा मिलने के बाद अब वे यहीं रहकर सब्जी और आम के पौधे लगाकर खेती कर रहे हैं। मनरेगा में आम और बम्बू मिशन में बांस की खेती चिरंगपुर के 14 किसानों को मनरेगा से आम के पौधे एवं बम्बू मिशन में बांस की खेती करने का अवसर दिया गया। बम्बू मिशन में किसानों को 120 रुपए प्रति पौधे दिए गए हैं। इन किसानों के खेतों में 120 रुपए प्रति पौधे की दर से बांस के पौधे लगाए गए हैं। वन विभाग के द्वारा जानकारी के अनुसार प्रथम वर्ष की प्रथम किस्त 36-36 रुपए प्रति पौधे के हिसाब से दिया गया है। द्वितीय किस्त 24 रुपए प्रति पौधा दिया जाएगा और तृतीय वर्ष में 24-24 रुपए, 80 प्रतिशत जीवित होने पर ही किस्त दी जाएगी। xyxy=(197,56,682,449)
tender-row xyxy=(740,1425,954,1493)
talab-body-3: है, उन्होंने जहां स्थान पास हुआ था वहां पर बनाया जाना था। प्रारंभ से हम आपत्ति ले रहे हैं सभी को आवेदन दिए हैं पर पहले किसी ने ध्यान नहीं दिया। वहीं शिकायत के बाद जनपद के अधिकारी कर्मचारियों ने भी देखा था। xyxy=(438,641,552,697)
lead-mobile: मो.नं. 9303442228 xyxy=(197,163,312,173)
tender-sign-1: कार्यपालन यंत्री xyxy=(898,1556,933,1565)
encroach-headline: अतिक्रमण कर बनाए गए आवासों को प्रशासन ने कर दिया जमींदोज xyxy=(692,56,937,89)
seeds-headline: 4 सीड्स कंपनियों को जारी हुए नोटिस xyxy=(312,902,564,923)
